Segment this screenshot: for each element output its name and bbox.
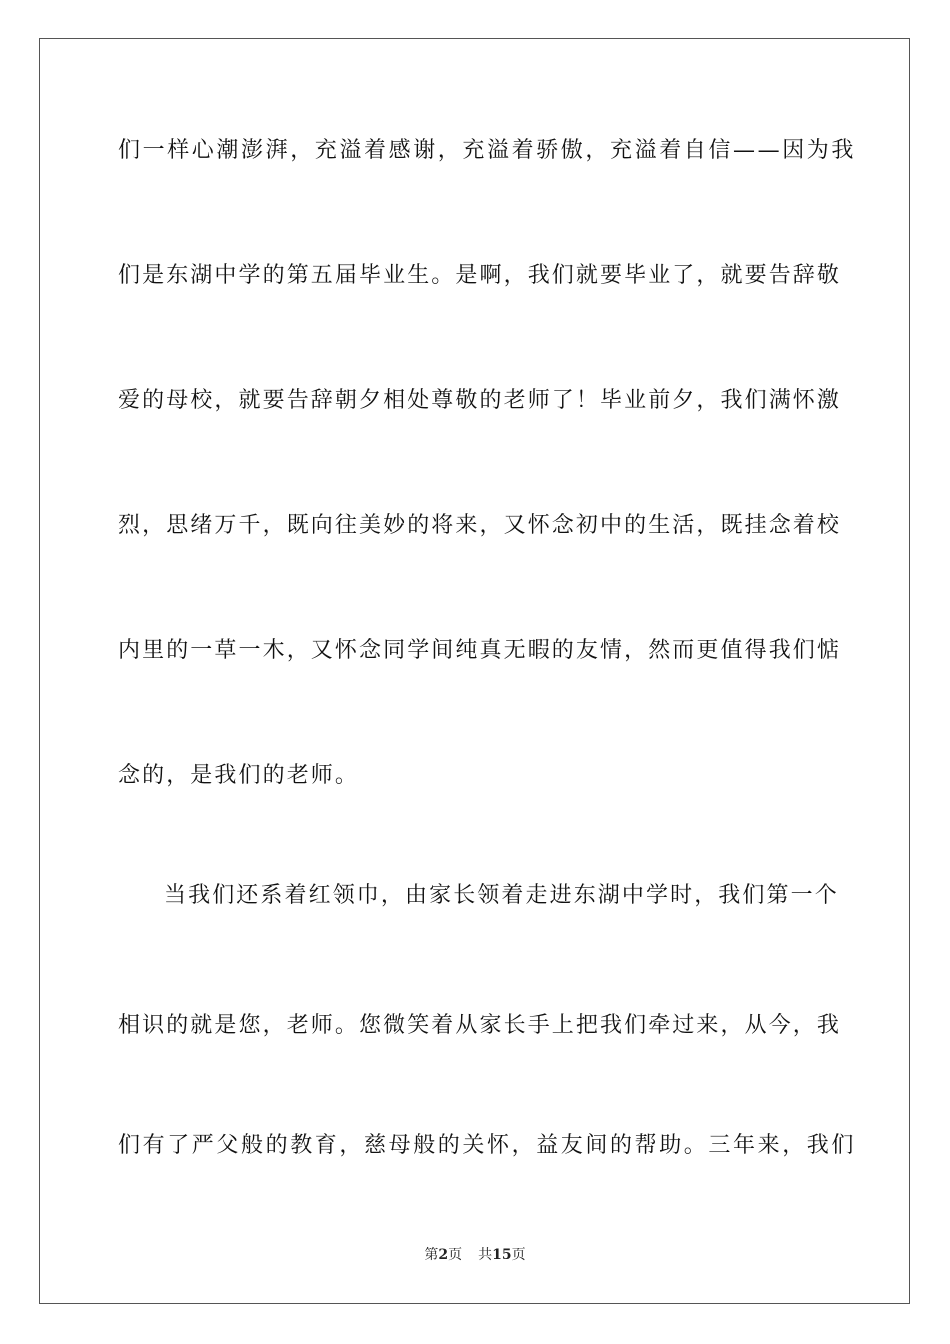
- body-text-line-4: 烈，思绪万千，既向往美妙的将来，又怀念初中的生活，既挂念着校: [118, 513, 842, 538]
- body-text-line-7: 当我们还系着红领巾，由家长领着走进东湖中学时，我们第一个: [164, 883, 839, 908]
- body-text-line-6: 念的，是我们的老师。: [118, 763, 360, 788]
- body-text-line-2: 们是东湖中学的第五届毕业生。是啊，我们就要毕业了，就要告辞敬: [118, 263, 842, 288]
- total-pages: 15: [492, 1247, 512, 1263]
- total-prefix: 共: [478, 1247, 493, 1263]
- body-text-line-8: 相识的就是您，老师。您微笑着从家长手上把我们牵过来，从今，我: [118, 1013, 842, 1038]
- body-text-line-3: 爱的母校，就要告辞朝夕相处尊敬的老师了！毕业前夕，我们满怀激: [118, 388, 842, 413]
- page-footer: [0, 1246, 950, 1264]
- page-number: 2: [438, 1247, 449, 1263]
- page-suffix: 页: [448, 1247, 463, 1263]
- body-text-line-5: 内里的一草一木，又怀念同学间纯真无暇的友情，然而更值得我们惦: [118, 638, 842, 663]
- body-text-line-1: 们一样心潮澎湃，充溢着感谢，充溢着骄傲，充溢着自信——因为我: [118, 138, 857, 163]
- page-prefix: 第: [424, 1247, 439, 1263]
- page-border: [39, 38, 910, 1304]
- body-text-line-9: 们有了严父般的教育，慈母般的关怀，益友间的帮助。三年来，我们: [118, 1133, 857, 1158]
- total-suffix: 页: [511, 1247, 526, 1263]
